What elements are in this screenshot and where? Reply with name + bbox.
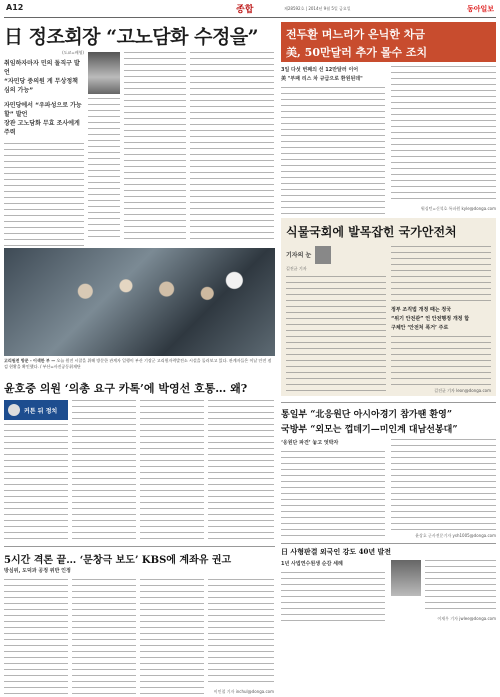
reporter-photo: [315, 246, 331, 264]
main-body-col-4: [88, 98, 120, 242]
right-column: [281, 22, 496, 626]
right-top-headline[interactable]: 전두환 며느리가 은닉한 차금: [286, 28, 425, 41]
right-bottom-headline[interactable]: 日 사형판결 외국인 강도 40년 발전: [281, 547, 392, 556]
yun-body-col-3: [140, 400, 204, 540]
right-top-intro: 3일 다섯 번째의 선 12만달러 이어: [281, 67, 359, 73]
right-bottom-body-col-1: [281, 572, 385, 624]
main-body-col-2: [124, 52, 186, 242]
right-top-headline-box: [281, 22, 496, 62]
yun-body-col-2: [72, 400, 136, 540]
avatar: [8, 404, 20, 416]
right-mid-side-head-1: 정부 조직법 개정 때는 정국: [391, 307, 452, 313]
newspaper-logo: 동아일보: [466, 5, 494, 13]
section-title: 종합: [236, 5, 254, 15]
right-low-body-col-2: [391, 439, 496, 531]
main-headline[interactable]: 日 정조회장 “고노담화 수정을”: [4, 26, 259, 48]
right-top-body-col-1: [281, 87, 385, 215]
main-subhead-2: “자민당 중의원 게 무상정책 심의 가능”: [4, 78, 78, 94]
right-low-kicker: ‘응원단 파견’ 놓고 엇박자: [281, 440, 339, 446]
right-low-body-col-1: [281, 451, 385, 541]
kbs-subhead: 방심위, 도덕과 공정 위반 인정: [4, 568, 71, 574]
right-mid-body-col-3: [391, 336, 491, 386]
right-bottom-story: [281, 560, 496, 626]
right-mid-byline: 기자의 눈: [286, 251, 312, 259]
right-bottom-kicker: 1년 사법연수원생 순감 세례: [281, 561, 343, 567]
right-mid-body-col-2: [391, 246, 491, 302]
main-story-block: [4, 50, 275, 244]
main-subhead-1: 취임하자마자 민의 돌직구 발언: [4, 60, 80, 76]
main-subhead-4: 장관 고노담화 무효 조사에게 주력: [4, 120, 80, 136]
right-low-headline-2[interactable]: 국방부 “외모는 껍데기—미인계 대남선봉대”: [281, 425, 458, 435]
photo-caption-label: 고리원전 방문 - 이색한 부 —: [4, 358, 56, 363]
right-top-body-col-2: [391, 66, 496, 204]
yun-headline[interactable]: 윤호중 의원 ‘의총 요구 카톡’에 박영선 호통… 왜?: [4, 382, 248, 395]
main-body-col-1: [4, 143, 84, 251]
right-low-headline[interactable]: 통일부 “北응원단 아시아경기 참가땐 환영”: [281, 410, 452, 420]
kbs-headline[interactable]: 5시간 격론 끝… ‘문창극 보도’ KBS에 계좌유 권고: [4, 555, 232, 566]
right-bottom-body-col-2: [425, 560, 496, 612]
right-top-story: [281, 66, 496, 214]
portrait-photo: [88, 52, 120, 94]
right-mid-box: [281, 218, 496, 396]
right-low-footer: 윤상호 군사전문기자 ysh1005@donga.com: [415, 533, 496, 538]
main-body-col-3: [190, 52, 274, 242]
yun-kicker: 커튼 뒤 정치: [24, 408, 58, 415]
main-photo: [4, 248, 275, 356]
yun-body-col-4: [208, 400, 274, 540]
kbs-body-col-1: [4, 579, 68, 697]
kbs-body-col-4: [208, 579, 274, 687]
right-mid-footer: 길진균 기자 leon@donga.com: [434, 388, 491, 393]
bottom-photo: [391, 560, 421, 596]
yun-body-col-1: [4, 424, 68, 540]
page-header: [4, 2, 496, 18]
photo-caption: [4, 358, 275, 372]
right-mid-side-head-2: “위기 안전관” 언 안전행정 개정 합: [391, 316, 470, 322]
photo-caption-text: 오늘 원전 시찰을 위해 방문한 관계자 일행이 부산 기장군 고리원자력발전소 시설을 둘러보고 있다. 관계자들은 이날 안전 점검 현황을 확인했다. / 부산=사진공동취재단: [4, 358, 272, 369]
right-bottom-footer: 이재우 기자 jwlee@donga.com: [437, 616, 496, 621]
issue-info: 제28592호 | 2014년 9월 5일 금요일: [284, 6, 351, 11]
right-top-intro-2: 美 "부패 리스 차 규급으로 환원된데": [281, 76, 363, 82]
yun-story-block: [4, 400, 275, 540]
kbs-story-block: [4, 579, 275, 697]
right-top-footer: 워싱턴=신석호 특파원 kyle@donga.com: [420, 206, 496, 211]
right-top-headline-2[interactable]: 美, 50만달러 추가 몰수 조치: [286, 46, 428, 59]
right-mid-reporter: 길진균 기자: [286, 266, 307, 271]
kbs-footer: 이인철 기자 inchul@donga.com: [213, 689, 274, 694]
right-mid-headline[interactable]: 식물국회에 발목잡힌 국가안전처: [286, 225, 457, 239]
main-byline: (도쿄=배영): [62, 50, 84, 55]
right-mid-body-col-1: [286, 276, 386, 394]
kbs-body-col-3: [140, 579, 204, 697]
right-mid-side-head-3: 구체안 ‘안전처 폭거’ 주로: [391, 325, 449, 331]
left-column: [4, 22, 275, 697]
kbs-body-col-2: [72, 579, 136, 697]
page-number: A12: [6, 3, 24, 12]
yun-kicker-box: [4, 400, 68, 420]
right-low-story: [281, 439, 496, 539]
main-subhead-3: 자민당에서 “우파성으로 가능할” 발언: [4, 102, 82, 118]
